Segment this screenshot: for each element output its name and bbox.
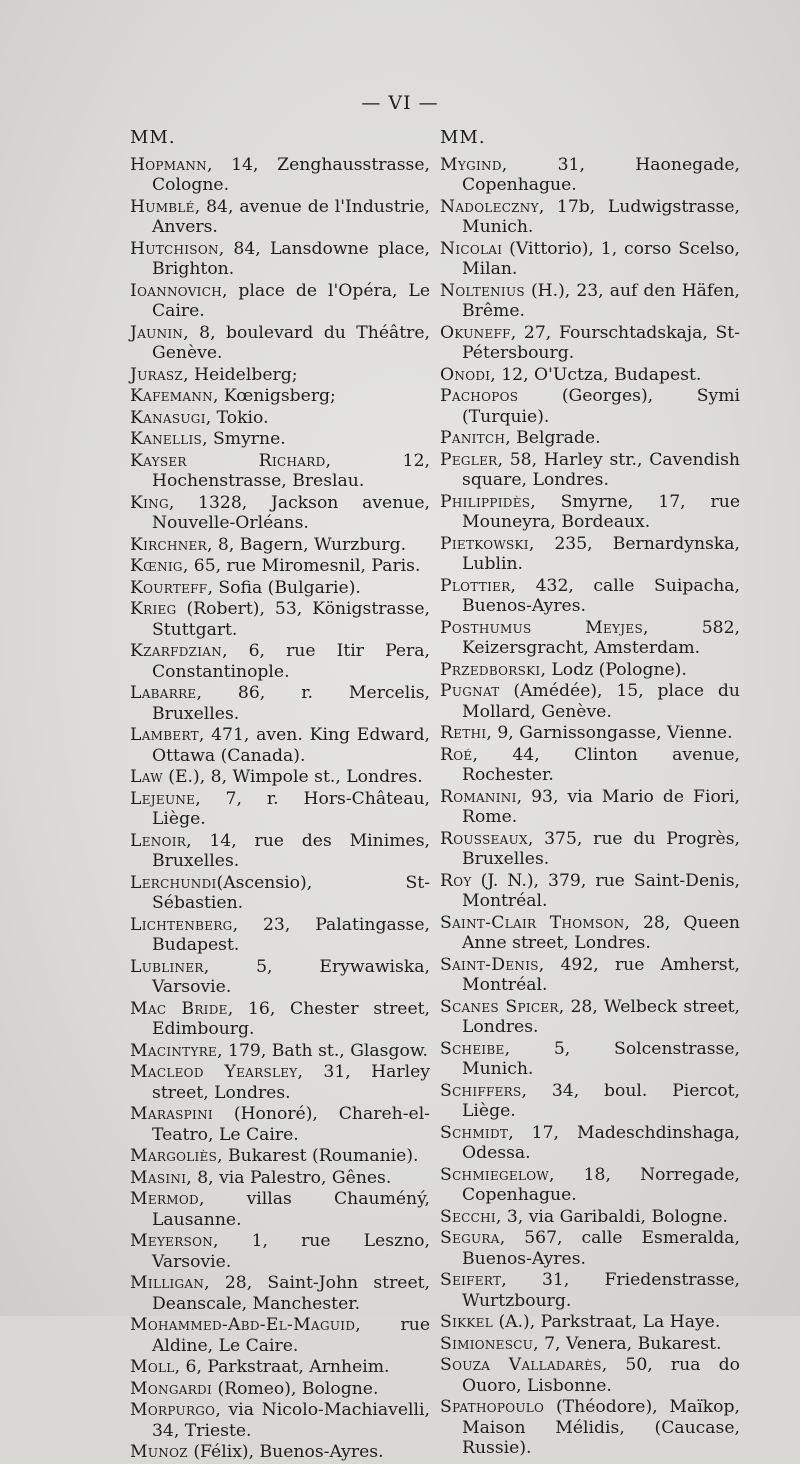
member-address: , Kœnigsberg; <box>212 386 336 406</box>
member-address: , 6, rue Itir Pera, Constantinople. <box>152 641 430 682</box>
member-name: Seifert <box>440 1270 502 1290</box>
member-address: , 3, via Garibaldi, Bologne. <box>495 1206 729 1227</box>
member-name: Kanellis <box>130 429 203 449</box>
member-address: , 1328, Jackson avenue, Nouvelle-Orléans. <box>152 492 430 533</box>
member-address: , 28, Queen Anne street, Londres. <box>462 912 740 953</box>
member-name: Kourteff <box>130 577 208 598</box>
member-name: Philippidès <box>440 491 531 512</box>
directory-entry <box>130 683 430 724</box>
directory-entry <box>130 239 430 280</box>
directory-entry <box>130 957 430 998</box>
member-name: Krieg <box>130 599 177 619</box>
member-name: Kayser Richard <box>130 450 326 471</box>
member-address: (Honoré), Chareh-el-Teatro, Le Caire. <box>152 1104 430 1145</box>
member-name: Lichtenberg <box>130 914 233 935</box>
member-address: , 471, aven. King Edward, Ottawa (Canada). <box>152 725 430 766</box>
member-address: , 84, avenue de l'Industrie, Anvers. <box>152 196 430 237</box>
member-address: , 14, rue des Minimes, Bruxelles. <box>152 830 430 871</box>
directory-entry <box>440 1334 740 1355</box>
member-address: , 93, via Mario de Fiori, Rome. <box>462 786 740 827</box>
member-name: Okuneff <box>440 322 511 343</box>
member-name: Scheibe <box>440 1038 505 1059</box>
member-address: , Lodz (Pologne). <box>540 659 687 680</box>
member-address: (A.), Parkstraat, La Haye. <box>492 1312 721 1332</box>
member-address: , 8, boulevard du Théâtre, Genève. <box>152 322 430 363</box>
directory-entry <box>440 450 740 491</box>
member-name: King <box>130 492 169 513</box>
directory-entry <box>440 1397 740 1459</box>
member-address: , 12, O'Uctza, Budapest. <box>490 364 702 385</box>
member-name: Munoz <box>130 1442 188 1462</box>
member-name: Plottier <box>440 575 511 596</box>
member-address: , via Nicolo-Machiavelli, 34, Trieste. <box>152 1400 430 1441</box>
directory-entry <box>130 1273 430 1314</box>
member-name: Mygind <box>440 154 502 175</box>
directory-entry <box>130 578 430 599</box>
member-name: Morpurgo <box>130 1400 216 1420</box>
member-address: , 44, Clinton avenue, Rochester. <box>462 744 740 785</box>
member-address: , 86, r. Mercelis, Bruxelles. <box>152 683 430 724</box>
member-name: Milligan <box>130 1273 205 1293</box>
directory-entry <box>130 1062 430 1103</box>
member-name: Spathopoulo <box>440 1397 545 1417</box>
member-address: (E.), 8, Wimpole st., Londres. <box>162 767 423 787</box>
member-name: Nadoleczny <box>440 196 539 217</box>
member-name: Mongardi <box>130 1378 212 1399</box>
directory-entry <box>130 999 430 1040</box>
directory-entry <box>130 599 430 640</box>
member-address: (Robert), 53, Königstrasse, Stuttgart. <box>152 599 430 640</box>
member-address: , 84, Lansdowne place, Brighton. <box>152 238 430 279</box>
member-address: , 31, Harley street, Londres. <box>152 1062 430 1103</box>
directory-entry <box>130 365 430 386</box>
directory-entry <box>440 492 740 533</box>
member-name: Macintyre <box>130 1040 218 1061</box>
member-address: , Belgrade. <box>505 428 601 448</box>
member-address: , Heidelberg; <box>183 364 298 385</box>
member-address: , rue Aldine, Le Caire. <box>152 1315 430 1356</box>
directory-entry <box>440 1228 740 1269</box>
member-name: Kœnig <box>130 556 183 576</box>
directory-entry <box>130 1041 430 1062</box>
right-column <box>440 128 740 1460</box>
member-address: (Théodore), Maïkop, Maison Mélidis, (Caucase, Russie). <box>462 1397 740 1458</box>
directory-entry <box>130 767 430 788</box>
member-name: Panitch <box>440 428 506 448</box>
member-address: , place de l'Opéra, Le Caire. <box>152 280 430 321</box>
member-name: Kirchner <box>130 534 207 555</box>
member-name: Pugnat <box>440 681 500 701</box>
member-address: , Smyrne, 17, rue Mouneyra, Bordeaux. <box>462 491 740 532</box>
member-address: , 27, Fourschtadskaja, St-Pétersbourg. <box>462 322 740 363</box>
member-address: , 17, Madeschdinshaga, Odessa. <box>462 1122 740 1163</box>
directory-entry <box>440 1312 740 1333</box>
directory-entry <box>130 535 430 556</box>
member-name: Scanes Spicer <box>440 996 559 1017</box>
member-name: Przedborski <box>440 659 541 680</box>
directory-entry <box>130 408 430 429</box>
member-name: Masini <box>130 1167 187 1188</box>
member-name: Schmiegelow <box>440 1164 549 1185</box>
right-column-heading: MM. <box>440 127 486 148</box>
directory-entry <box>440 197 740 238</box>
member-address: , 23, Palatingasse, Budapest. <box>152 914 430 955</box>
directory-entry <box>440 323 740 364</box>
member-name: Onodi <box>440 364 491 385</box>
member-name: Noltenius <box>440 280 525 301</box>
member-address: , 235, Bernardynska, Lublin. <box>462 533 740 574</box>
directory-entry <box>130 155 430 196</box>
directory-entry <box>440 365 740 386</box>
member-address: , 50, rua do Ouoro, Lisbonne. <box>462 1355 740 1396</box>
member-name: Hopmann <box>130 154 207 175</box>
directory-entry <box>440 787 740 828</box>
directory-entry <box>130 1442 430 1463</box>
directory-entry <box>440 955 740 996</box>
member-name: Posthumus Meyjes <box>440 617 643 638</box>
directory-entry <box>130 1168 430 1189</box>
member-name: Schmidt <box>440 1122 509 1143</box>
member-name: Mohammed-Abd-El-Maguid <box>130 1315 356 1335</box>
member-name: Mermod <box>130 1189 199 1209</box>
directory-entry <box>440 745 740 786</box>
right-entry-list <box>440 155 740 1459</box>
member-name: Maraspini <box>130 1104 213 1124</box>
member-address: , 7, Venera, Bukarest. <box>533 1333 722 1354</box>
member-address: (Georges), Symi (Turquie). <box>462 386 740 427</box>
member-name: Segura <box>440 1228 500 1248</box>
member-name: Kafemann <box>130 386 213 406</box>
directory-entry <box>440 1081 740 1122</box>
member-name: Lerchundi <box>130 872 217 893</box>
directory-entry <box>130 386 430 407</box>
directory-entry <box>440 1123 740 1164</box>
directory-entry <box>440 997 740 1038</box>
member-address: , 58, Harley str., Cavendish square, Londres. <box>462 449 740 490</box>
directory-entry <box>440 913 740 954</box>
member-name: Lubliner <box>130 956 204 977</box>
member-address: , 14, Zenghausstrasse, Cologne. <box>152 154 430 195</box>
member-name: Roé <box>440 744 473 765</box>
member-name: Kzarfdzian <box>130 641 223 661</box>
member-name: Simionescu <box>440 1333 534 1354</box>
member-address: (Vittorio), 1, corso Scelso, Milan. <box>462 238 740 279</box>
member-name: Kanasugi <box>130 407 206 428</box>
member-name: Jurasz <box>130 364 184 385</box>
member-name: Saint-Denis <box>440 954 539 975</box>
directory-entry <box>440 681 740 722</box>
left-column <box>130 128 430 1464</box>
directory-entry <box>130 1104 430 1145</box>
member-address: , 34, boul. Piercot, Liège. <box>462 1080 740 1121</box>
left-column-heading: MM. <box>130 127 176 148</box>
member-address: , 31, Friedenstrasse, Wurtzbourg. <box>462 1270 740 1311</box>
directory-entry <box>130 281 430 322</box>
directory-entry <box>130 789 430 830</box>
directory-entry <box>130 323 430 364</box>
member-address: , Bukarest (Roumanie). <box>217 1146 419 1166</box>
member-address: , 432, calle Suipacha, Buenos-Ayres. <box>462 575 740 616</box>
directory-entry <box>130 1189 430 1230</box>
directory-entry <box>130 831 430 872</box>
directory-entry <box>440 155 740 196</box>
member-address: , 582, Keizersgracht, Amsterdam. <box>462 617 740 658</box>
directory-entry <box>130 451 430 492</box>
member-address: (Amédée), 15, place du Mollard, Genève. <box>462 681 740 722</box>
directory-entry <box>130 429 430 450</box>
member-name: Jaunin <box>130 322 184 343</box>
member-name: Rethi <box>440 723 487 743</box>
member-name: Nicolai <box>440 238 503 259</box>
directory-entry <box>440 871 740 912</box>
member-name: Law <box>130 767 163 787</box>
member-address: , 6, Parkstraat, Arnheim. <box>174 1357 390 1377</box>
member-name: Schiffers <box>440 1080 522 1101</box>
member-address: (Ascensio), St-Sébastien. <box>152 872 430 913</box>
directory-entry <box>440 281 740 322</box>
member-name: Rousseaux <box>440 828 528 849</box>
member-address: , 179, Bath st., Glasgow. <box>217 1040 428 1061</box>
member-address: , 28, Saint-John street, Deanscale, Manchester. <box>152 1273 430 1314</box>
member-address: , 8, via Palestro, Gênes. <box>186 1167 392 1188</box>
member-name: Lenoir <box>130 830 187 851</box>
directory-entry <box>440 618 740 659</box>
member-name: Lambert <box>130 725 199 745</box>
member-name: Hutchison <box>130 238 219 259</box>
member-address: , Tokio. <box>205 407 269 428</box>
member-name: Moll <box>130 1357 175 1377</box>
member-address: , 65, rue Miromesnil, Paris. <box>182 556 421 576</box>
member-name: Humblé <box>130 196 195 217</box>
directory-entry <box>440 1039 740 1080</box>
member-address: , 7, r. Hors-Château, Liège. <box>152 788 430 829</box>
member-address: , 28, Welbeck street, Londres. <box>462 996 740 1037</box>
member-address: (J. N.), 379, rue Saint-Denis, Montréal. <box>462 870 740 911</box>
directory-entry <box>130 1357 430 1378</box>
member-name: Margoliès <box>130 1146 218 1166</box>
member-address: , Smyrne. <box>202 429 286 449</box>
member-name: Mac Bride <box>130 998 228 1019</box>
member-address: , 375, rue du Progrès, Bruxelles. <box>462 828 740 869</box>
member-name: Meyerson <box>130 1231 214 1251</box>
member-address: (H.), 23, auf den Häfen, Brême. <box>462 280 740 321</box>
directory-entry <box>440 829 740 870</box>
member-name: Roy <box>440 870 472 891</box>
directory-entry <box>440 1207 740 1228</box>
directory-entry <box>440 576 740 617</box>
member-name: Secchi <box>440 1206 496 1227</box>
directory-entry <box>130 197 430 238</box>
member-address: , 18, Norregade, Copenhague. <box>462 1164 740 1205</box>
member-name: Pietkowski <box>440 533 529 554</box>
member-name: Pachopos <box>440 386 519 406</box>
member-name: Macleod Yearsley <box>130 1062 298 1082</box>
directory-entry <box>440 660 740 681</box>
directory-entry <box>130 915 430 956</box>
member-name: Romanini <box>440 786 517 807</box>
member-address: , 17b, Ludwigstrasse, Munich. <box>462 196 740 237</box>
member-address: , 8, Bagern, Wurzburg. <box>206 534 407 555</box>
member-name: Saint-Clair Thomson <box>440 912 625 933</box>
member-name: Lejeune <box>130 788 196 809</box>
member-address: , 1, rue Leszno, Varsovie. <box>152 1231 430 1272</box>
directory-entry <box>130 1400 430 1441</box>
directory-entry <box>440 534 740 575</box>
directory-entry <box>440 386 740 427</box>
member-address: , Sofia (Bulgarie). <box>207 577 361 598</box>
directory-entry <box>440 1355 740 1396</box>
member-address: , 31, Haonegade, Copenhague. <box>462 154 740 195</box>
directory-entry <box>130 1379 430 1400</box>
member-address: (Félix), Buenos-Ayres. <box>187 1442 384 1462</box>
directory-entry <box>130 873 430 914</box>
directory-entry <box>130 556 430 577</box>
page-number: — VI — <box>361 92 439 114</box>
member-address: (Romeo), Bologne. <box>212 1378 379 1399</box>
member-name: Sikkel <box>440 1312 493 1332</box>
directory-entry <box>130 1231 430 1272</box>
directory-entry <box>130 641 430 682</box>
member-address: , 5, Solcenstrasse, Munich. <box>462 1038 740 1079</box>
directory-entry <box>440 723 740 744</box>
member-address: , villas Chauméný, Lausanne. <box>152 1189 430 1230</box>
directory-entry <box>440 239 740 280</box>
directory-entry <box>130 1146 430 1167</box>
directory-entry <box>130 493 430 534</box>
directory-entry <box>130 1315 430 1356</box>
member-name: Labarre <box>130 683 197 703</box>
member-name: Ioannovich <box>130 280 222 301</box>
directory-entry <box>440 428 740 449</box>
left-entry-list <box>130 155 430 1463</box>
directory-entry <box>440 1270 740 1311</box>
member-address: , 12, Hochenstrasse, Breslau. <box>152 450 430 491</box>
member-address: , 492, rue Amherst, Montréal. <box>462 954 740 995</box>
directory-entry <box>440 1165 740 1206</box>
member-name: Pegler <box>440 449 498 470</box>
member-address: , 5, Erywawiska, Varsovie. <box>152 956 430 997</box>
member-address: , 16, Chester street, Edimbourg. <box>152 998 430 1039</box>
member-name: Souza Valladarès <box>440 1355 602 1375</box>
directory-entry <box>130 725 430 766</box>
member-address: , 567, calle Esmeralda, Buenos-Ayres. <box>462 1228 740 1269</box>
member-address: , 9, Garnissongasse, Vienne. <box>486 723 733 743</box>
